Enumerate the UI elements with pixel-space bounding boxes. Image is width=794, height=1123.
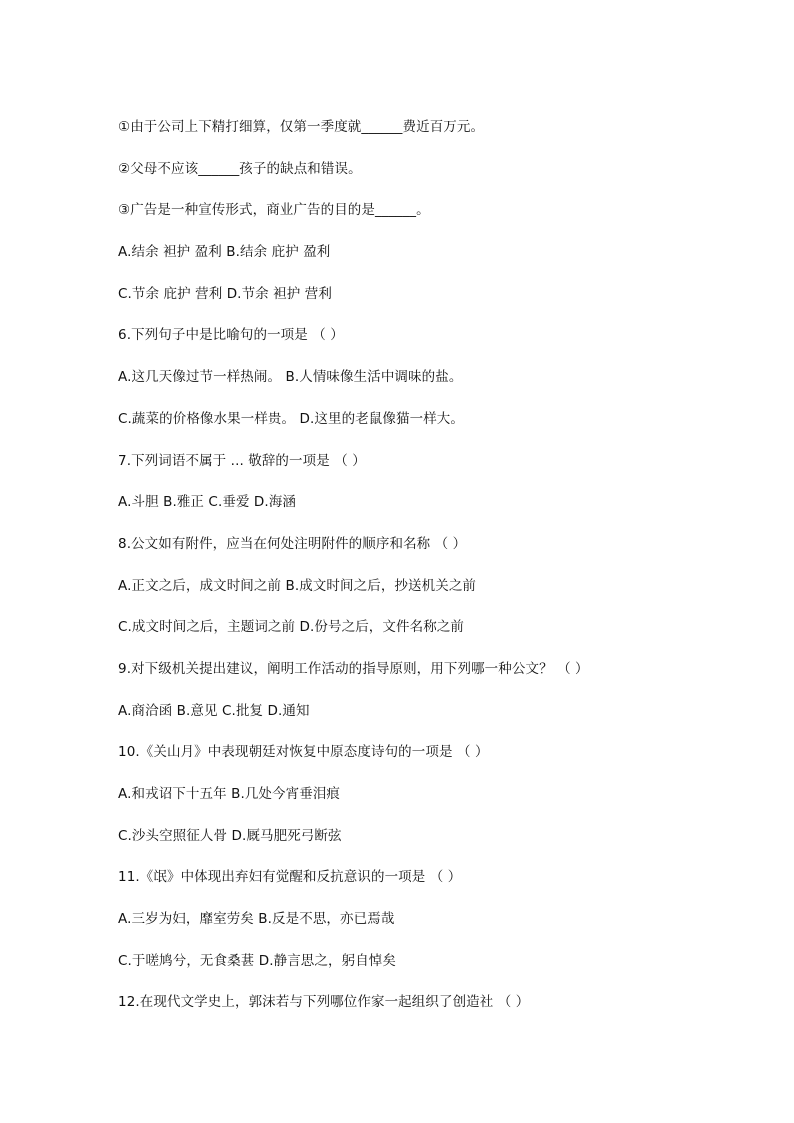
answer-options: C.于嗟鸠兮，无食桑葚 D.静言思之，躬自悼矣 (118, 952, 396, 969)
answer-options: C.节余 庇护 营利 D.节余 袒护 营利 (118, 285, 332, 302)
text-line: ③广告是一种宣传形式，商业广告的目的是______。 (118, 202, 430, 219)
question-stem: 6.下列句子中是比喻句的一项是 （ ） (118, 327, 344, 344)
answer-options: A.正文之后，成文时间之前 B.成文时间之后，抄送机关之前 (118, 577, 477, 594)
question-text-block (118, 116, 758, 1033)
question-stem: 7.下列词语不属于 ... 敬辞的一项是 （ ） (118, 452, 366, 469)
question-stem: 8.公文如有附件，应当在何处注明附件的顺序和名称 （ ） (118, 535, 467, 552)
answer-options: C.成文时间之后，主题词之前 D.份号之后，文件名称之前 (118, 619, 464, 636)
answer-options: A.斗胆 B.雅正 C.垂爱 D.海涵 (118, 494, 297, 511)
answer-options: C.蔬菜的价格像水果一样贵。 D.这里的老鼠像猫一样大。 (118, 410, 464, 427)
answer-options: A.和戎诏下十五年 B.几处今宵垂泪痕 (118, 786, 341, 802)
question-stem: 10.《关山月》中表现朝廷对恢复中原态度诗句的一项是 （ ） (118, 744, 489, 761)
question-stem: 9.对下级机关提出建议，阐明工作活动的指导原则，用下列哪一种公文？ （ ） (118, 660, 589, 677)
answer-options: C.沙头空照征人骨 D.厩马肥死弓断弦 (118, 827, 342, 844)
answer-options: A.三岁为妇，靡室劳矣 B.反是不思，亦已焉哉 (118, 911, 395, 928)
answer-options: A.商洽函 B.意见 C.批复 D.通知 (118, 702, 310, 719)
question-stem: 11.《氓》中体现出弃妇有觉醒和反抗意识的一项是 （ ） (118, 869, 462, 886)
answer-options: A.结余 袒护 盈利 B.结余 庇护 盈利 (118, 244, 331, 261)
text-line: ①由于公司上下精打细算，仅第一季度就______费近百万元。 (118, 119, 485, 135)
text-line: ②父母不应该______孩子的缺点和错误。 (118, 160, 362, 177)
answer-options: A.这几天像过节一样热闹。 B.人情味像生活中调味的盐。 (118, 369, 463, 386)
question-stem: 12.在现代文学史上，郭沫若与下列哪位作家一起组织了创造社 （ ） (118, 994, 530, 1011)
